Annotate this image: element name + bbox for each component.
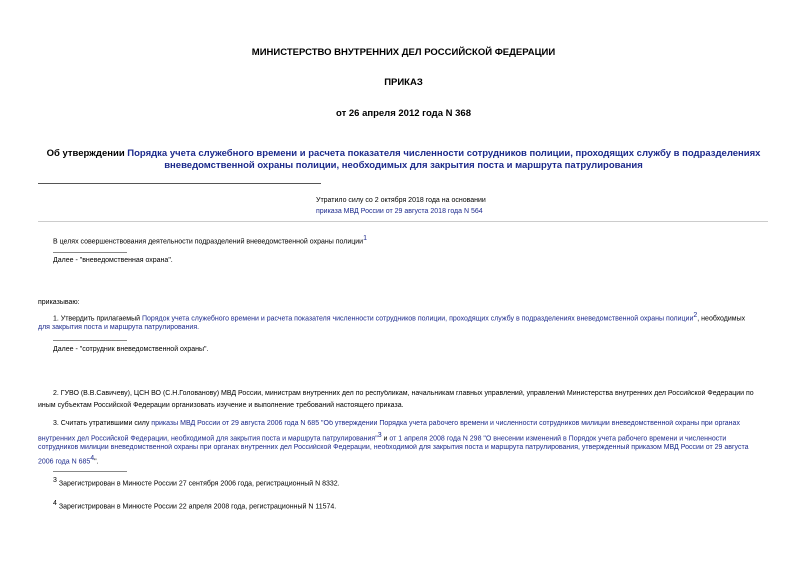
footnote-4-mark: 4 xyxy=(53,500,57,507)
footnote-ref-4[interactable]: 4 xyxy=(90,455,95,462)
paragraph-3-line4 xyxy=(38,455,99,465)
procedure-link[interactable]: Порядок учета служебного времени и расчета показателя численности сотрудников полиции, проходящих службу в подразделениях вневедомственной охраны полиции xyxy=(141,315,694,323)
paragraph-2-line2: иным субъектам Российской Федерации организовать изучение и выполнение требований настоящего приказа. xyxy=(38,402,404,409)
divider-thin xyxy=(38,221,768,222)
paragraph-3-line2 xyxy=(38,432,807,442)
repealed-order-298-link-continued[interactable]: сотрудников милиции вневедомственной охраны при органах внутренних дел Российской Федерации, необходимой для закрытия поста и маршрута патрулирования, утвержденный приказом МВД России от 29 августа xyxy=(38,444,749,451)
procedure-link-continued[interactable]: для закрытия поста и маршрута патрулирования. xyxy=(38,324,200,331)
footnote-rule xyxy=(53,252,127,253)
p3-end: ". xyxy=(94,458,99,466)
order-word: приказываю: xyxy=(38,299,80,306)
date-number-heading: от 26 апреля 2012 года N 368 xyxy=(336,108,471,119)
doc-type-heading: ПРИКАЗ xyxy=(384,77,423,88)
footnote-3-mark: 3 xyxy=(53,477,57,484)
footnote-2: Далее - "сотрудник вневедомственной охраны". xyxy=(53,346,209,353)
footnote-3-text: Зарегистрирован в Минюсте России 27 сентября 2006 года, регистрационный N 8332. xyxy=(58,480,340,488)
footnote-4 xyxy=(53,500,336,510)
p1-rest: , необходимых xyxy=(697,315,746,323)
title-link-continued[interactable]: вневедомственной охраны полиции, необходимых для закрытия поста и маршрута патрулирования xyxy=(164,160,643,171)
p3-start: 3. Считать утратившими силу xyxy=(53,420,152,427)
footnote-ref-3[interactable]: 3 xyxy=(377,432,382,439)
p1-start: 1. Утвердить прилагаемый xyxy=(53,315,142,323)
title-link[interactable]: Порядка учета служебного времени и расчета показателя численности сотрудников полиции, проходящих службу в подразделениях xyxy=(127,148,761,159)
intro-text: В целях совершенствования деятельности подразделений вневедомственной охраны полиции xyxy=(53,238,364,246)
repealed-order-298-link[interactable]: от 1 апреля 2008 года N 298 "О внесении изменений в Порядок учета рабочего времени и численности xyxy=(389,435,727,443)
repealed-order-685-link-continued[interactable]: внутренних дел Российской Федерации, необходимой для закрытия поста и маршрута патрулирования" xyxy=(38,435,378,443)
paragraph-2-line1: 2. ГУВО (В.В.Савичеву), ЦСН ВО (С.Н.Голованову) МВД России, министрам внутренних дел по республикам, начальникам главных управлений, управлений Министерства внутренних дел Российской Федерации по xyxy=(53,390,754,397)
repealed-order-298-link-end[interactable]: 2006 года N 685 xyxy=(38,458,91,466)
repealed-order-685-link[interactable]: приказы МВД России от 29 августа 2006 года N 685 "Об утверждении Порядка учета рабочего времени и численности сотрудников милиции вневедомственной охраны при органах xyxy=(151,420,740,427)
p3-and: и xyxy=(381,435,390,443)
status-text: Утратило силу со 2 октября 2018 года на основании xyxy=(316,197,486,204)
footnote-4-text: Зарегистрирован в Минюсте России 22 апреля 2008 года, регистрационный N 11574. xyxy=(58,503,337,511)
footnote-rule xyxy=(53,471,127,472)
document-title-line1 xyxy=(0,148,807,159)
footnote-rule xyxy=(53,340,127,341)
footnote-1: Далее - "вневедомственная охрана". xyxy=(53,257,173,264)
repeal-order-link[interactable]: приказа МВД России от 29 августа 2018 года N 564 xyxy=(316,208,483,215)
paragraph-1 xyxy=(53,312,745,322)
document-title-line2 xyxy=(0,160,807,171)
footnote-ref-2[interactable]: 2 xyxy=(693,312,698,319)
divider xyxy=(38,183,321,184)
paragraph-3-line1 xyxy=(53,420,807,427)
paragraph-3-line3 xyxy=(38,444,807,451)
ministry-heading: МИНИСТЕРСТВО ВНУТРЕННИХ ДЕЛ РОССИЙСКОЙ ФЕДЕРАЦИИ xyxy=(251,47,556,58)
title-prefix: Об утверждении xyxy=(46,148,128,159)
intro-paragraph xyxy=(53,235,367,245)
footnote-3 xyxy=(53,477,340,487)
footnote-ref-1[interactable]: 1 xyxy=(363,235,367,242)
